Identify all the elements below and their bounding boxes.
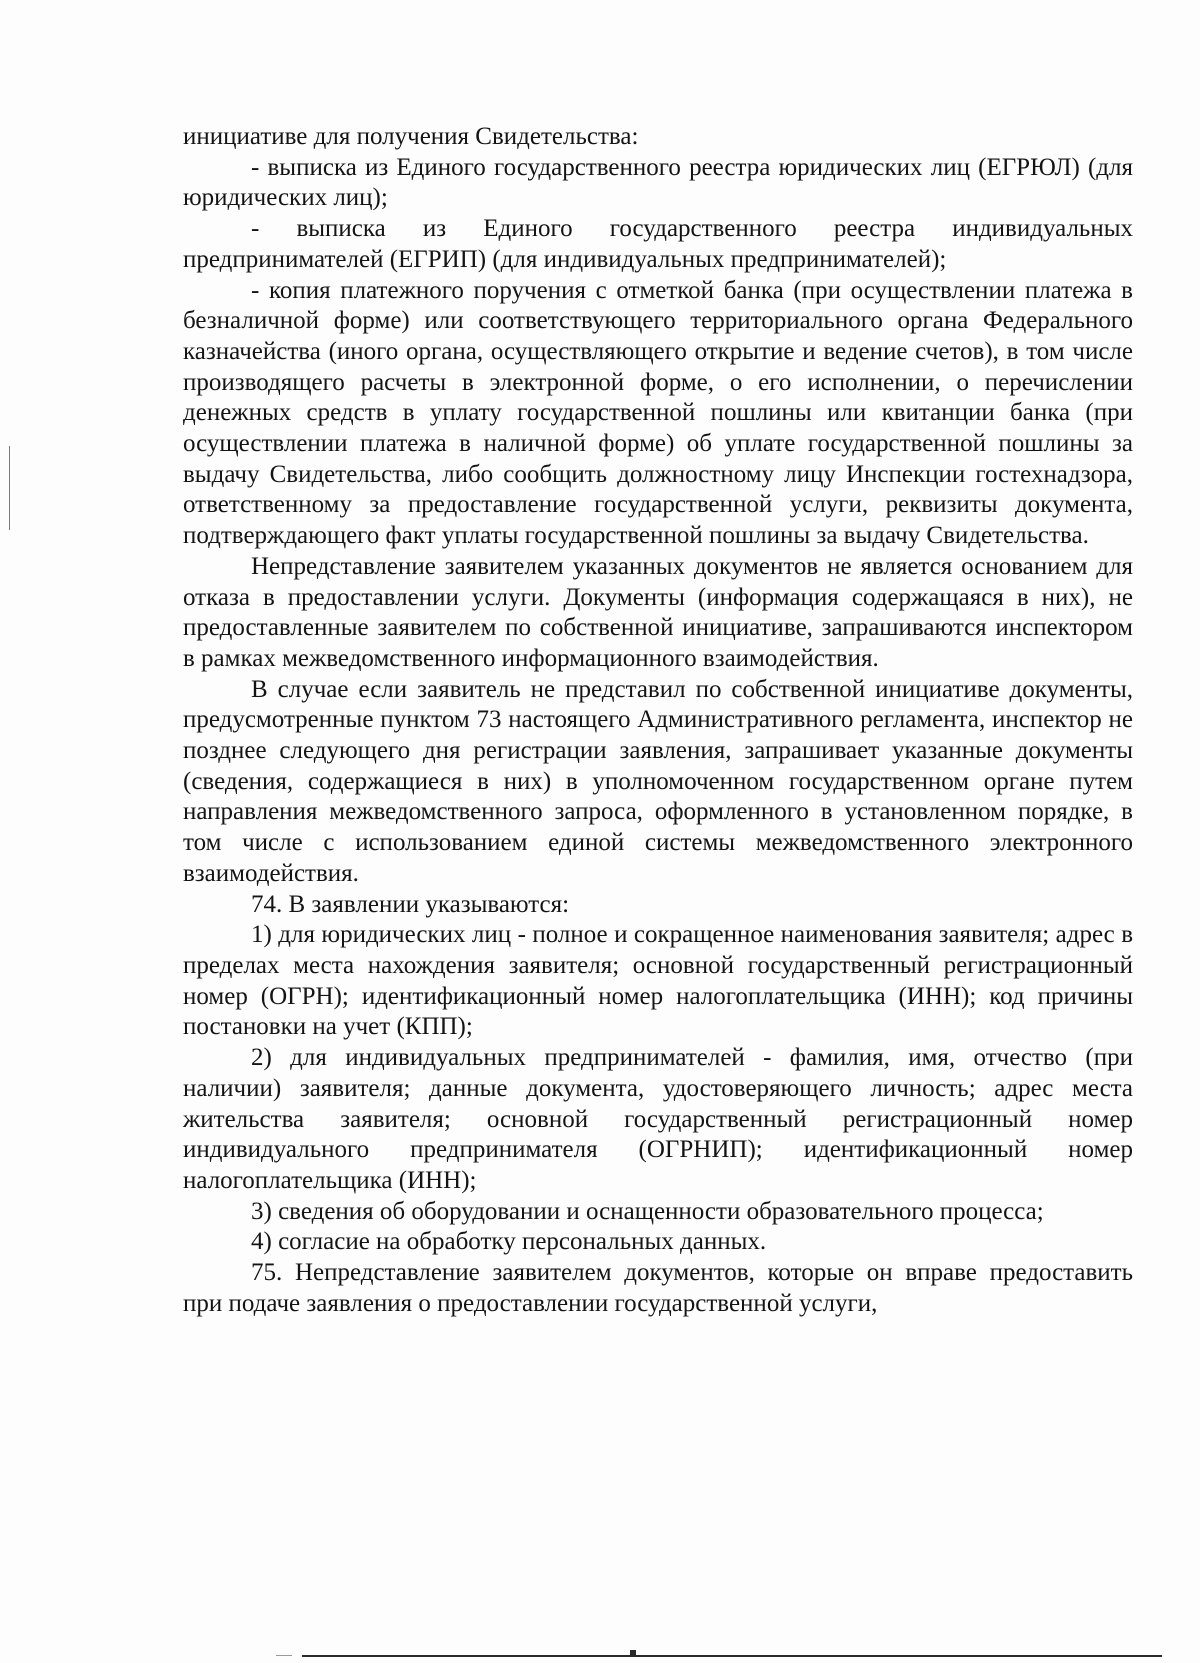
paragraph-item-74-3: 3) сведения об оборудовании и оснащенности образовательного процесса;: [251, 1197, 1044, 1225]
paragraph-egrul: - выписка из Единого государственного реестра юридических лиц (ЕГРЮЛ) (для юридических лиц);: [183, 153, 1133, 212]
paragraph-non-submission: Непредставление заявителем указанных документов не является основанием для отказа в предоставлении услуги. Документы (информация содержащаяся в них), не предоставленные заявителем по собственной инициативе, запрашиваются инспектором в рамках межведомственного информационного взаимодействия.: [183, 552, 1133, 672]
paragraph-item-74-2: 2) для индивидуальных предпринимателей - фамилия, имя, отчество (при наличии) заявителя; данные документа, удостоверяющего личность; адрес места жительства заявителя; основной государственный регистрационный номер индивидуального предпринимателя (ОГРНИП); идентификационный номер налогоплательщика (ИНН);: [183, 1044, 1133, 1194]
paragraph-item-74-1: 1) для юридических лиц - полное и сокращенное наименования заявителя; адрес в пределах места нахождения заявителя; основной государственный регистрационный номер (ОГРН); идентификационный номер налогоплательщика (ИНН); код причины постановки на учет (КПП);: [183, 921, 1133, 1041]
paragraph-item-74: 74. В заявлении указываются:: [251, 890, 570, 918]
scan-bottom-tick: [630, 1650, 636, 1656]
paragraph-item-75: 75. Непредставление заявителем документов, которые он вправе предоставить при подаче заявления о предоставлении государственной услуги,: [183, 1259, 1133, 1317]
document-body: [183, 122, 1133, 1319]
paragraph-intro: инициативе для получения Свидетельства:: [183, 123, 639, 150]
paragraph-payment-order: - копия платежного поручения с отметкой банка (при осуществлении платежа в безналичной форме) или соответствующего территориального органа Федерального казначейства (иного органа, осуществляющего открытие и ведение счетов), в том числе производящего расчеты в электронной форме, о его исполнении, о перечислении денежных средств в уплату государственной пошлины или квитанции банка (при осуществлении платежа в наличной форме) об уплате государственной пошлины за выдачу Свидетельства, либо сообщить должностному лицу Инспекции гостехнадзора, ответственному за предоставление государственной услуги, реквизиты документа, подтверждающего факт уплаты государственной пошлины за выдачу Свидетельства.: [183, 276, 1133, 550]
paragraph-egrip: - выписка из Единого государственного реестра индивидуальных предпринимателей (ЕГРИП) (для индивидуальных предпринимателей);: [183, 215, 1133, 273]
paragraph-interagency-request: В случае если заявитель не представил по собственной инициативе документы, предусмотренные пунктом 73 настоящего Административного регламента, инспектор не позднее следующего дня регистрации заявления, запрашивает указанные документы (сведения, содержащиеся в них) в уполномоченном государственном органе путем направления межведомственного запроса, оформленного в установленном порядке, в том числе с использованием единой системы межведомственного электронного взаимодействия.: [183, 675, 1133, 887]
scan-margin-mark: [9, 446, 10, 530]
scan-bottom-dash: [276, 1655, 292, 1656]
scan-bottom-rule: [302, 1655, 1162, 1657]
paragraph-item-74-4: 4) согласие на обработку персональных данных.: [251, 1228, 767, 1256]
